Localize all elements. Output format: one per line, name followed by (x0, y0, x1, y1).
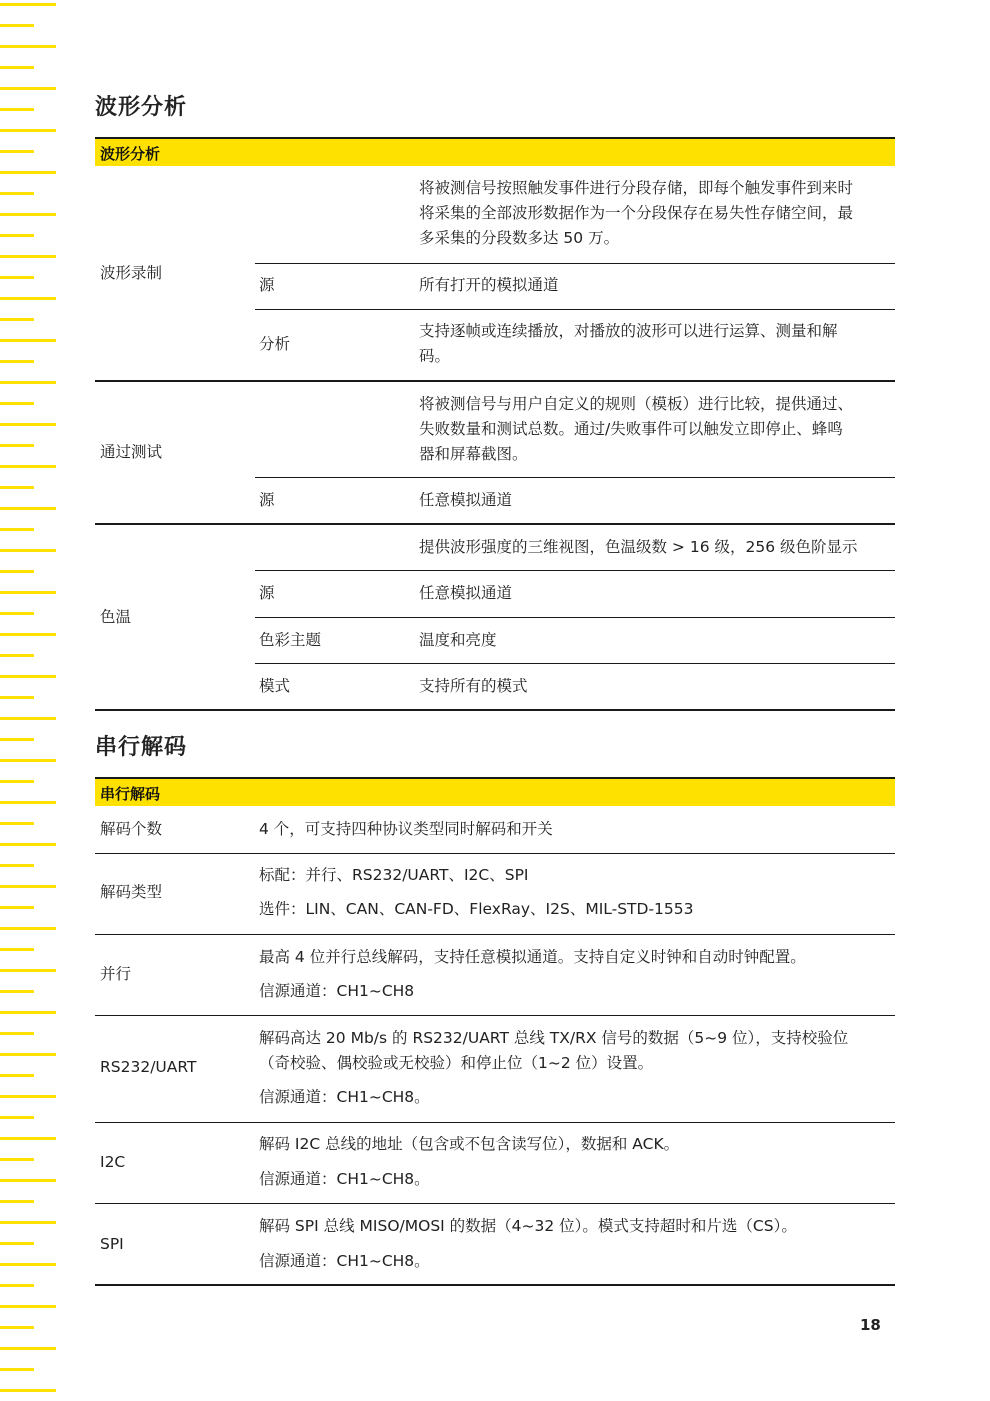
decorative-stripe (0, 1221, 56, 1224)
decorative-stripe (0, 3, 56, 6)
serial-desc-decode-count: 4 个，可支持四种协议类型同时解码和开关 (259, 820, 553, 838)
decorative-stripe (0, 444, 34, 447)
pass-test-source: 任意模拟通道 (419, 491, 513, 509)
decorative-stripe (0, 1368, 34, 1371)
row-divider (255, 663, 895, 664)
decorative-stripe (0, 780, 34, 783)
decorative-stripe (0, 528, 34, 531)
serial-desc-standard: 标配：并行、RS232/UART、I2C、SPI (259, 866, 529, 884)
group-label-waveform-recording: 波形录制 (100, 264, 163, 282)
table-header-band-waveform (95, 137, 895, 166)
decorative-stripe (0, 1053, 56, 1056)
serial-desc-rs232: 解码高达 20 Mb/s 的 RS232/UART 总线 TX/RX 信号的数据（5~9 位），支持校验位 （奇校验、偶校验或无校验）和停止位（1~2 位）设置。 (259, 1029, 849, 1072)
decorative-stripe (0, 1158, 34, 1161)
decorative-stripe (0, 1200, 34, 1203)
row-divider (95, 1203, 895, 1204)
decorative-stripe (0, 381, 56, 384)
decorative-stripe (0, 549, 56, 552)
table-bottom-rule (95, 1284, 895, 1286)
decorative-stripe (0, 948, 34, 951)
decorative-stripe (0, 759, 56, 762)
decorative-stripe (0, 213, 56, 216)
decorative-stripe (0, 1305, 56, 1308)
decorative-stripe (0, 150, 34, 153)
decorative-stripe (0, 1011, 56, 1014)
decorative-stripe (0, 255, 56, 258)
decorative-stripe (0, 1179, 56, 1182)
decorative-stripe (0, 717, 56, 720)
decorative-stripe (0, 1074, 34, 1077)
sub-label-source: 源 (259, 584, 275, 602)
decorative-stripe (0, 1389, 56, 1392)
decorative-stripe (0, 843, 56, 846)
decorative-stripe (0, 297, 56, 300)
sub-label-color-theme: 色彩主题 (259, 631, 322, 649)
decorative-stripe (0, 108, 34, 111)
row-divider (255, 570, 895, 571)
decorative-stripe (0, 423, 56, 426)
decorative-stripe (0, 1116, 34, 1119)
waveform-recording-analysis: 支持逐帧或连续播放，对播放的波形可以进行运算、测量和解 码。 (419, 322, 838, 365)
decorative-stripe (0, 1284, 34, 1287)
decorative-stripe (0, 171, 56, 174)
decorative-stripe (0, 675, 56, 678)
decorative-stripe (0, 486, 34, 489)
serial-label-decode-type: 解码类型 (100, 883, 163, 901)
row-divider (255, 477, 895, 478)
serial-desc-i2c-source: 信源通道：CH1~CH8。 (259, 1170, 430, 1188)
row-divider (95, 1122, 895, 1123)
section-title-waveform: 波形分析 (95, 95, 188, 120)
group-divider (95, 380, 895, 382)
decorative-stripe (0, 906, 34, 909)
decorative-stripe (0, 318, 34, 321)
decorative-stripe (0, 1326, 34, 1329)
decorative-stripe (0, 654, 34, 657)
sub-label-source: 源 (259, 276, 275, 294)
waveform-recording-desc: 将被测信号按照触发事件进行分段存储，即每个触发事件到来时 将采集的全部波形数据作为一个分段保存在易失性存储空间，最 多采集的分段数多达 50 万。 (419, 179, 854, 247)
decorative-stripe (0, 66, 34, 69)
table-header-label: 串行解码 (100, 785, 161, 803)
serial-desc-parallel: 最高 4 位并行总线解码，支持任意模拟通道。支持自定义时钟和自动时钟配置。 (259, 948, 806, 966)
serial-label-i2c: I2C (100, 1153, 126, 1171)
sub-label-analysis: 分析 (259, 335, 291, 353)
decorative-stripe (0, 24, 34, 27)
decorative-stripe (0, 822, 34, 825)
decorative-stripe (0, 276, 34, 279)
decorative-stripe (0, 696, 34, 699)
decorative-stripe (0, 990, 34, 993)
decorative-stripe (0, 570, 34, 573)
color-temp-desc: 提供波形强度的三维视图，色温级数 > 16 级，256 级色阶显示 (419, 538, 858, 556)
decorative-stripe (0, 129, 56, 132)
section-title-serial: 串行解码 (95, 735, 188, 760)
table-bottom-rule (95, 709, 895, 711)
serial-label-rs232: RS232/UART (100, 1058, 197, 1076)
decorative-stripe (0, 45, 56, 48)
group-divider (95, 523, 895, 525)
decorative-stripe (0, 402, 34, 405)
row-divider (95, 934, 895, 935)
decorative-stripe (0, 612, 34, 615)
decorative-stripe (0, 1347, 56, 1350)
decorative-stripe (0, 885, 56, 888)
page-number: 18 (860, 1316, 881, 1334)
decorative-stripe (0, 1095, 56, 1098)
decorative-stripe (0, 1137, 56, 1140)
serial-desc-options: 选件：LIN、CAN、CAN-FD、FlexRay、I2S、MIL-STD-1553 (259, 900, 694, 918)
group-label-pass-test: 通过测试 (100, 443, 163, 461)
decorative-stripe (0, 339, 56, 342)
row-divider (255, 263, 895, 264)
serial-desc-i2c: 解码 I2C 总线的地址（包含或不包含读写位），数据和 ACK。 (259, 1135, 680, 1153)
decorative-stripe (0, 864, 34, 867)
decorative-stripe (0, 192, 34, 195)
group-label-color-temp: 色温 (100, 608, 132, 626)
waveform-recording-source: 所有打开的模拟通道 (419, 276, 559, 294)
table-header-label: 波形分析 (100, 145, 161, 163)
color-temp-theme: 温度和亮度 (419, 631, 497, 649)
row-divider (95, 853, 895, 854)
sub-label-mode: 模式 (259, 677, 291, 695)
row-divider (255, 309, 895, 310)
row-divider (95, 1015, 895, 1016)
serial-desc-spi: 解码 SPI 总线 MISO/MOSI 的数据（4~32 位）。模式支持超时和片选（CS）。 (259, 1217, 797, 1235)
pass-test-desc: 将被测信号与用户自定义的规则（模板）进行比较，提供通过、 失败数量和测试总数。通过/失败事件可以触发立即停止、蜂鸣 器和屏幕截图。 (419, 395, 854, 463)
decorative-stripe (0, 927, 56, 930)
decorative-stripe (0, 1263, 56, 1266)
color-temp-source: 任意模拟通道 (419, 584, 513, 602)
decorative-stripe (0, 507, 56, 510)
decorative-stripe (0, 633, 56, 636)
decorative-stripe (0, 738, 34, 741)
decorative-stripe-bar (0, 0, 56, 1401)
serial-desc-spi-source: 信源通道：CH1~CH8。 (259, 1252, 430, 1270)
row-divider (255, 617, 895, 618)
serial-label-decode-count: 解码个数 (100, 820, 163, 838)
decorative-stripe (0, 801, 56, 804)
decorative-stripe (0, 87, 56, 90)
color-temp-mode: 支持所有的模式 (419, 677, 528, 695)
serial-desc-rs232-source: 信源通道：CH1~CH8。 (259, 1088, 430, 1106)
table-header-band-serial (95, 777, 895, 806)
decorative-stripe (0, 591, 56, 594)
serial-desc-parallel-source: 信源通道：CH1~CH8 (259, 982, 415, 1000)
decorative-stripe (0, 969, 56, 972)
serial-label-parallel: 并行 (100, 965, 132, 983)
decorative-stripe (0, 1242, 34, 1245)
sub-label-source: 源 (259, 491, 275, 509)
serial-label-spi: SPI (100, 1235, 124, 1253)
decorative-stripe (0, 234, 34, 237)
decorative-stripe (0, 465, 56, 468)
decorative-stripe (0, 360, 34, 363)
decorative-stripe (0, 1032, 34, 1035)
